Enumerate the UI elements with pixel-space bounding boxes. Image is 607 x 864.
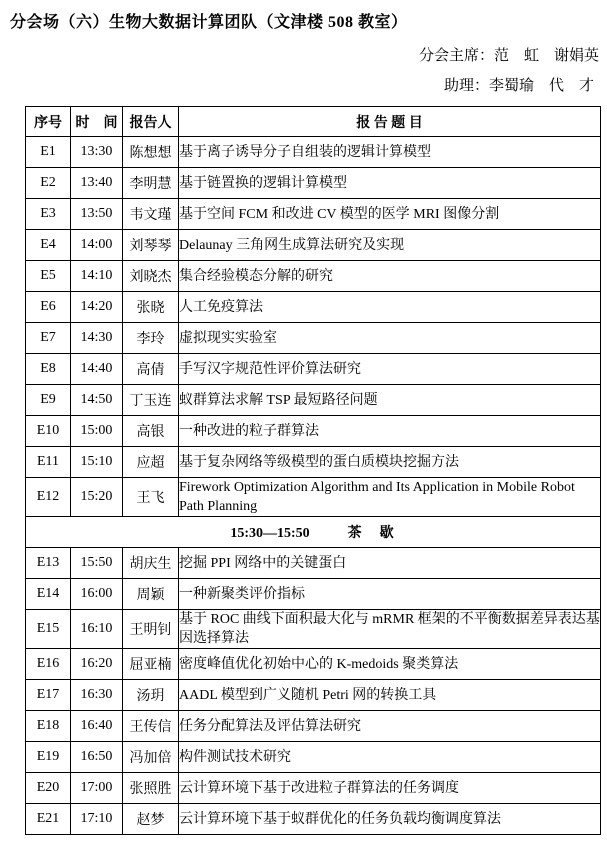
session-title: Delaunay 三角网生成算法研究及实现	[179, 230, 601, 261]
session-title: 云计算环境下基于改进粒子群算法的任务调度	[179, 773, 601, 804]
session-title: 蚁群算法求解 TSP 最短路径问题	[179, 385, 601, 416]
session-title: Firework Optimization Algorithm and Its Application in Mobile Robot Path Planning	[179, 478, 601, 517]
session-presenter: 张照胜	[123, 773, 179, 804]
session-title: 基于空间 FCM 和改进 CV 模型的医学 MRI 图像分割	[179, 199, 601, 230]
session-time: 16:10	[71, 610, 123, 649]
session-presenter: 李玲	[123, 323, 179, 354]
session-id: E10	[26, 416, 71, 447]
session-id: E6	[26, 292, 71, 323]
break-row	[26, 517, 601, 548]
session-presenter: 汤玥	[123, 680, 179, 711]
table-row	[26, 385, 601, 416]
table-row	[26, 649, 601, 680]
session-id: E1	[26, 137, 71, 168]
session-presenter: 李明慧	[123, 168, 179, 199]
schedule-table	[25, 106, 601, 835]
table-row	[26, 478, 601, 517]
session-title: 人工免疫算法	[179, 292, 601, 323]
session-title: 基于复杂网络等级模型的蛋白质模块挖掘方法	[179, 447, 601, 478]
session-time: 17:10	[71, 804, 123, 835]
table-row	[26, 680, 601, 711]
session-time: 13:30	[71, 137, 123, 168]
session-id: E11	[26, 447, 71, 478]
table-row	[26, 804, 601, 835]
session-id: E20	[26, 773, 71, 804]
session-time: 17:00	[71, 773, 123, 804]
table-row	[26, 137, 601, 168]
session-presenter: 胡庆生	[123, 548, 179, 579]
session-presenter: 张晓	[123, 292, 179, 323]
column-header-time: 时 间	[71, 107, 123, 137]
session-title: 基于链置换的逻辑计算模型	[179, 168, 601, 199]
session-presenter: 韦文瑾	[123, 199, 179, 230]
session-title: AADL 模型到广义随机 Petri 网的转换工具	[179, 680, 601, 711]
table-row	[26, 323, 601, 354]
session-time: 16:30	[71, 680, 123, 711]
column-header-id: 序号	[26, 107, 71, 137]
session-id: E14	[26, 579, 71, 610]
table-row	[26, 773, 601, 804]
table-row	[26, 610, 601, 649]
session-time: 15:10	[71, 447, 123, 478]
session-time: 14:10	[71, 261, 123, 292]
break-cell	[26, 517, 601, 548]
session-title: 云计算环境下基于蚁群优化的任务负载均衡调度算法	[179, 804, 601, 835]
session-time: 16:20	[71, 649, 123, 680]
session-time: 14:30	[71, 323, 123, 354]
session-id: E13	[26, 548, 71, 579]
table-row	[26, 199, 601, 230]
session-chair-line: 分会主席：范 虹 谢娟英	[418, 48, 599, 64]
session-time: 16:50	[71, 742, 123, 773]
session-id: E5	[26, 261, 71, 292]
session-time: 14:20	[71, 292, 123, 323]
session-id: E17	[26, 680, 71, 711]
session-title: 密度峰值优化初始中心的 K-medoids 聚类算法	[179, 649, 601, 680]
schedule-body	[26, 137, 601, 835]
session-assistant-line: 助理：李蜀瑜 代 才	[443, 78, 594, 94]
session-presenter: 陈想想	[123, 137, 179, 168]
session-id: E3	[26, 199, 71, 230]
session-time: 14:40	[71, 354, 123, 385]
session-presenter: 冯加倍	[123, 742, 179, 773]
session-time: 15:20	[71, 478, 123, 517]
session-time: 13:40	[71, 168, 123, 199]
table-row	[26, 742, 601, 773]
session-presenter: 刘晓杰	[123, 261, 179, 292]
table-row	[26, 447, 601, 478]
table-row	[26, 261, 601, 292]
session-id: E9	[26, 385, 71, 416]
session-presenter: 周颖	[123, 579, 179, 610]
table-row	[26, 548, 601, 579]
session-presenter: 屈亚楠	[123, 649, 179, 680]
session-presenter: 高倩	[123, 354, 179, 385]
column-header-title: 报 告 题 目	[179, 107, 601, 137]
session-title: 集合经验模态分解的研究	[179, 261, 601, 292]
session-time: 16:40	[71, 711, 123, 742]
session-time: 13:50	[71, 199, 123, 230]
break-label: 茶 歇	[347, 526, 396, 541]
session-id: E12	[26, 478, 71, 517]
session-id: E19	[26, 742, 71, 773]
session-time: 14:00	[71, 230, 123, 261]
table-row	[26, 416, 601, 447]
session-time: 15:00	[71, 416, 123, 447]
session-presenter: 王传信	[123, 711, 179, 742]
session-id: E21	[26, 804, 71, 835]
session-id: E4	[26, 230, 71, 261]
session-id: E18	[26, 711, 71, 742]
session-title: 一种新聚类评价指标	[179, 579, 601, 610]
session-presenter: 高银	[123, 416, 179, 447]
session-presenter: 赵梦	[123, 804, 179, 835]
session-time: 14:50	[71, 385, 123, 416]
session-title: 构件测试技术研究	[179, 742, 601, 773]
table-row	[26, 354, 601, 385]
table-row	[26, 711, 601, 742]
table-row	[26, 230, 601, 261]
table-header-row	[26, 107, 601, 137]
table-row	[26, 292, 601, 323]
session-id: E15	[26, 610, 71, 649]
session-id: E2	[26, 168, 71, 199]
session-title: 基于 ROC 曲线下面积最大化与 mRMR 框架的不平衡数据差异表达基因选择算法	[179, 610, 601, 649]
session-presenter: 王明钊	[123, 610, 179, 649]
table-row	[26, 579, 601, 610]
session-id: E8	[26, 354, 71, 385]
break-time-range: 15:30—15:50	[230, 526, 310, 541]
session-title: 一种改进的粒子群算法	[179, 416, 601, 447]
column-header-presenter: 报告人	[123, 107, 179, 137]
session-time: 15:50	[71, 548, 123, 579]
session-title: 虚拟现实实验室	[179, 323, 601, 354]
session-time: 16:00	[71, 579, 123, 610]
session-id: E16	[26, 649, 71, 680]
session-title: 基于离子诱导分子自组装的逻辑计算模型	[179, 137, 601, 168]
table-row	[26, 168, 601, 199]
session-presenter: 王飞	[123, 478, 179, 517]
session-presenter: 应超	[123, 447, 179, 478]
page-title: 分会场（六）生物大数据计算团队（文津楼 508 教室）	[10, 14, 408, 31]
session-title: 挖掘 PPI 网络中的关键蛋白	[179, 548, 601, 579]
session-presenter: 丁玉连	[123, 385, 179, 416]
session-id: E7	[26, 323, 71, 354]
session-title: 任务分配算法及评估算法研究	[179, 711, 601, 742]
session-presenter: 刘琴琴	[123, 230, 179, 261]
session-title: 手写汉字规范性评价算法研究	[179, 354, 601, 385]
